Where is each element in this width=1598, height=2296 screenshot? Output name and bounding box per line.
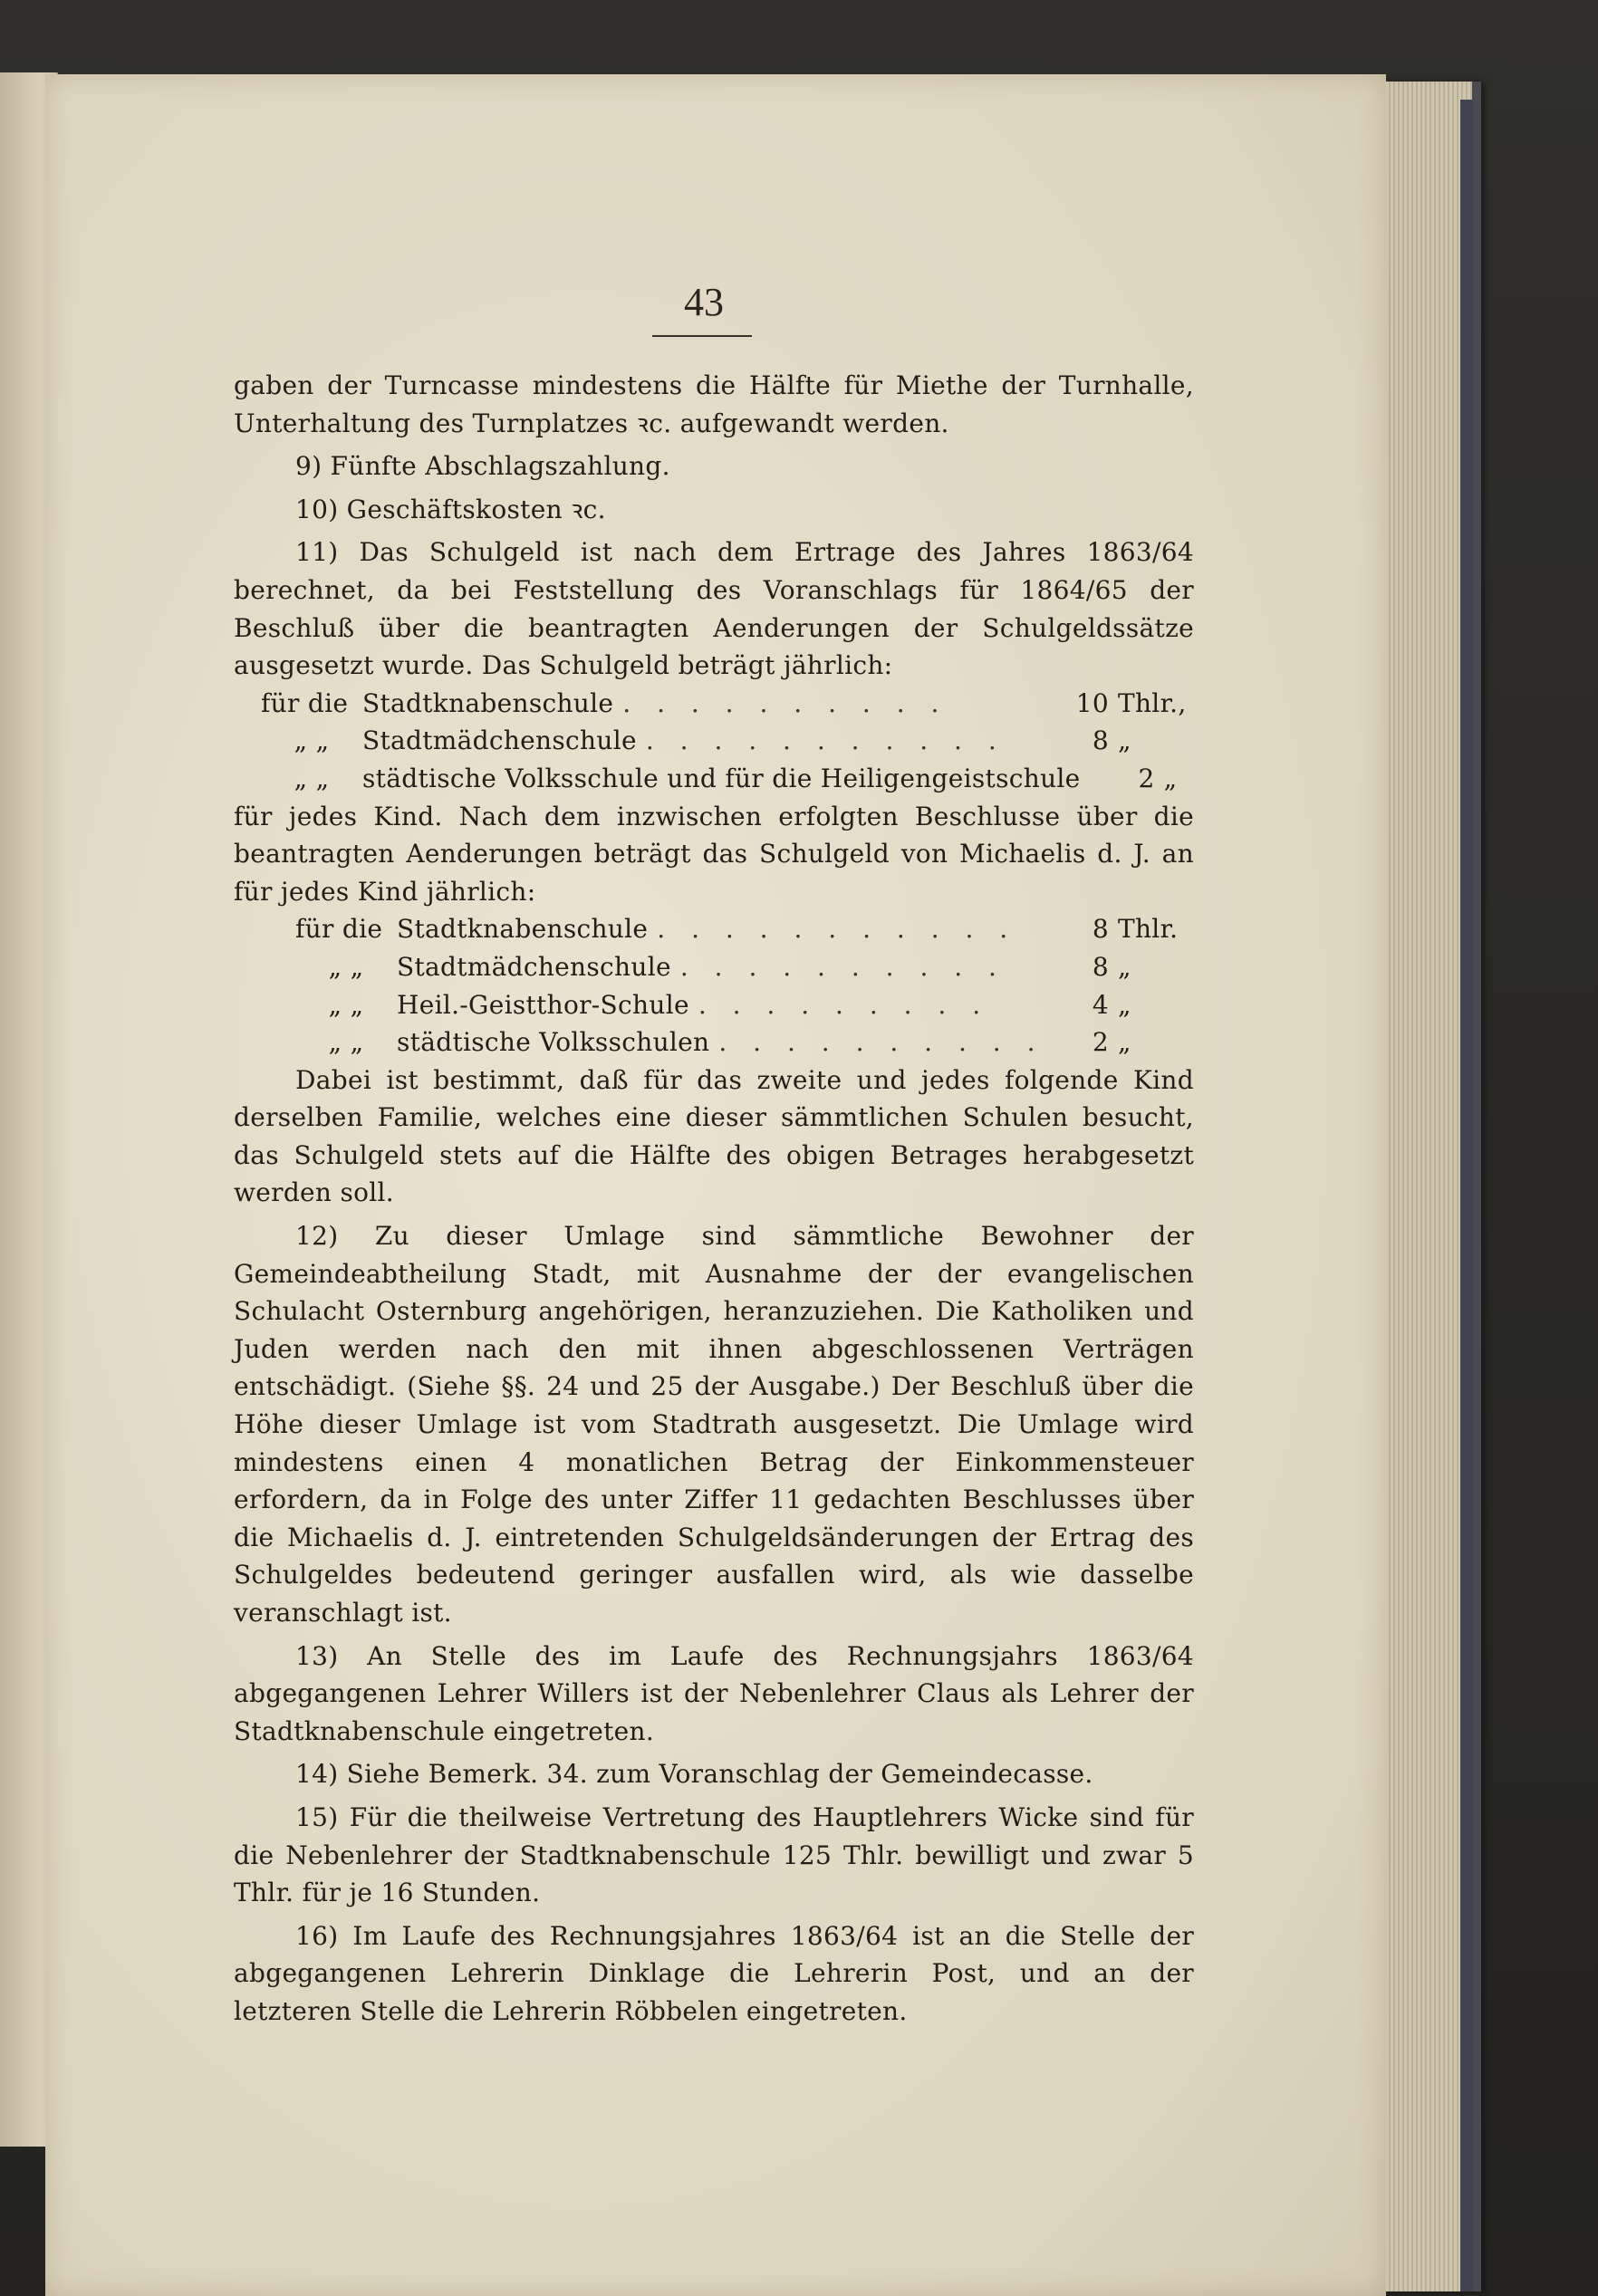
note-11-intro: 11) Das Schulgeld ist nach dem Ertrage des Jahres 1863/64 berechnet, da bei Feststellung des Voranschlags für 1864/65 der Beschluß über die beantragten Aenderungen der Schulgeldssätze ausgesetzt wurde. Das Schulgeld beträgt jährlich: xyxy=(234,537,1194,681)
fee-list-new xyxy=(295,910,1194,1061)
fee-row xyxy=(261,760,1194,798)
fee-amount: 2 xyxy=(1138,763,1155,793)
fee-leader-dots: . . . . . . . . . . xyxy=(622,687,948,718)
note-15: 15) Für die theilweise Vertretung des Hauptlehrers Wicke sind für die Nebenlehrer der Stadtknabenschule 125 Thlr. bewilligt und zwar 5 Thlr. für je 16 Stunden. xyxy=(234,1801,1194,1908)
note-11-continued: für jedes Kind. Nach dem inzwischen erfolgten Beschlusse über die beantragten Aenderungen beträgt das Schulgeld von Michaelis d. J. an für jedes Kind jährlich: xyxy=(234,801,1194,907)
fee-leader-dots: . . . . . . . . . xyxy=(698,989,990,1020)
fee-row xyxy=(295,948,1194,986)
fee-school: Stadtknabenschule xyxy=(362,687,614,718)
fee-prefix: „ „ xyxy=(328,989,364,1020)
fee-prefix: für die xyxy=(261,687,349,718)
fee-row xyxy=(261,722,1194,760)
fee-school: städtische Volksschulen xyxy=(397,1027,710,1058)
fee-school: Stadtmädchenschule xyxy=(362,725,637,756)
page-text xyxy=(234,367,1194,2031)
fee-unit: Thlr. xyxy=(1118,914,1179,945)
fee-amount: 10 xyxy=(1075,687,1109,718)
fee-amount: 8 xyxy=(1092,951,1109,982)
fee-unit: „ xyxy=(1118,1027,1131,1058)
note-13: 13) An Stelle des im Laufe des Rechnungsjahrs 1863/64 abgegangenen Lehrer Willers ist der Nebenlehrer Claus als Lehrer der Stadtknabenschule eingetreten. xyxy=(234,1640,1194,1746)
fee-unit: „ xyxy=(1163,763,1178,793)
fee-prefix: „ „ xyxy=(294,725,330,756)
fee-prefix: „ „ xyxy=(328,1027,364,1058)
fee-row xyxy=(295,986,1194,1024)
fee-row xyxy=(295,1023,1194,1062)
fee-leader-dots: . . . . . . . . . . . xyxy=(645,725,1006,756)
intro-paragraph: gaben der Turncasse mindestens die Hälfte für Miethe der Turnhalle, Unterhaltung des Turnplatzes ꝛc. aufgewandt werden. xyxy=(234,370,1194,438)
fee-school: städtische Volksschule und für die Heiligengeistschule xyxy=(362,763,1081,793)
fee-leader-dots: . . . . . . . . . . xyxy=(718,1027,1044,1058)
fee-school: Heil.-Geistthor-Schule xyxy=(397,989,689,1020)
fee-unit: „ xyxy=(1118,951,1131,982)
fee-prefix: für die xyxy=(295,914,383,945)
fee-amount: 8 xyxy=(1092,914,1109,945)
fee-row xyxy=(261,685,1194,723)
fee-unit: Thlr., xyxy=(1118,687,1187,718)
fee-school: Stadtknabenschule xyxy=(397,914,649,945)
fee-row xyxy=(295,910,1194,948)
fee-unit: „ xyxy=(1118,725,1131,756)
note-11-conclusion: Dabei ist bestimmt, daß für das zweite und jedes folgende Kind derselben Familie, welches eine dieser sämmtlichen Schulen besucht, das Schulgeld stets auf die Hälfte des obigen Betrages herabgesetzt werden soll. xyxy=(234,1064,1194,1208)
fee-leader-dots: . . . . . . . . . . xyxy=(679,951,1006,982)
fee-amount: 4 xyxy=(1092,989,1109,1020)
book-cover-edge xyxy=(1460,100,1473,2291)
note-16: 16) Im Laufe des Rechnungsjahres 1863/64 ist an die Stelle der abgegangenen Lehrerin Dinklage die Lehrerin Post, und an der letzteren Stelle die Lehrerin Röbbelen eingetreten. xyxy=(234,1920,1194,2026)
page-number-rule xyxy=(652,335,752,337)
note-12: 12) Zu dieser Umlage sind sämmtliche Bewohner der Gemeindeabtheilung Stadt, mit Ausnahme der der evangelischen Schulacht Osternburg angehörigen, heranzuziehen. Die Katholiken und Juden werden nach den mit ihnen abgeschlossenen Verträgen entschädigt. (Siehe §§. 24 und 25 der Ausgabe.) Der Beschluß über die Höhe dieser Umlage ist vom Stadtrath ausgesetzt. Die Umlage wird mindestens einen 4 monatlichen Betrag der Einkommensteuer erfordern, da in Folge des unter Ziffer 11 gedachten Beschlusses über die Michaelis d. J. eintretenden Schulgeldsänderungen der Ertrag des Schulgeldes bedeutend geringer ausfallen wird, als wie dasselbe veranschlagt ist. xyxy=(234,1221,1194,1628)
fee-amount: 8 xyxy=(1092,725,1109,756)
fee-list-current xyxy=(261,685,1194,798)
note-10: 10) Geschäftskosten ꝛc. xyxy=(295,494,606,524)
fee-school: Stadtmädchenschule xyxy=(397,951,671,982)
fee-amount: 2 xyxy=(1092,1027,1109,1058)
note-14: 14) Siehe Bemerk. 34. zum Voranschlag der Gemeindecasse. xyxy=(295,1759,1093,1790)
note-9: 9) Fünfte Abschlagszahlung. xyxy=(295,451,670,482)
fee-prefix: „ „ xyxy=(294,763,330,793)
fee-prefix: „ „ xyxy=(328,951,364,982)
page-number: 43 xyxy=(684,280,724,324)
fee-unit: „ xyxy=(1118,989,1131,1020)
fee-leader-dots: . . . . . . . . . . . xyxy=(657,914,1017,945)
